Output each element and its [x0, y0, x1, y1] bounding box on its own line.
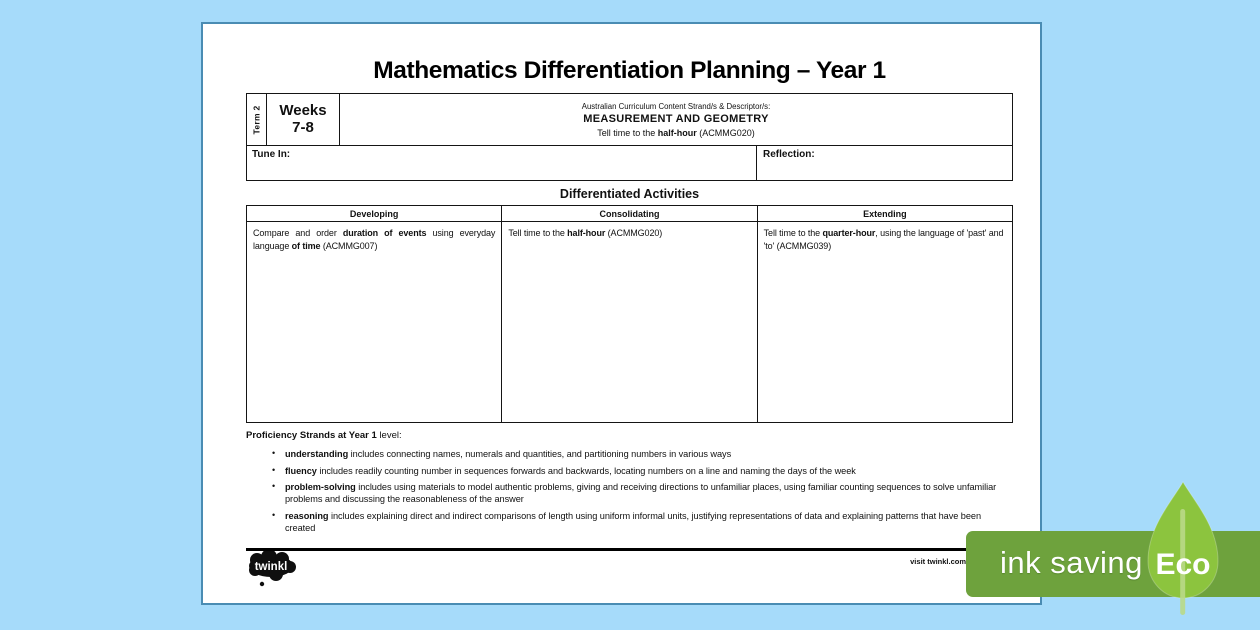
weeks-value: 7-8: [292, 118, 314, 136]
bullet-icon: •: [272, 481, 276, 492]
bullet-reasoning: reasoning includes explaining direct and indirect comparisons of length using uniform informal units, justifying representations of data and explaining patterns that have been created: [285, 511, 982, 534]
strand-name: MEASUREMENT AND GEOMETRY: [583, 113, 769, 125]
header-table-row-strand: [247, 94, 1012, 146]
differentiated-activities-heading: Differentiated Activities: [559, 187, 700, 201]
header-table-row-tunein: [247, 146, 1012, 180]
list-item: [272, 448, 1013, 460]
developing-cell: Compare and order duration of events using everyday language of time (ACMMG007): [247, 222, 502, 422]
consolidating-cell: Tell time to the half-hour (ACMMG020): [502, 222, 757, 422]
eco-label: Eco: [1155, 548, 1211, 581]
column-header-consolidating: Consolidating: [502, 206, 757, 221]
weeks-label: Weeks: [279, 101, 327, 119]
bullet-icon: •: [272, 464, 276, 475]
eco-leaf-icon: [1136, 479, 1230, 624]
tune-in-label: Tune In:: [252, 149, 291, 160]
header-table: [246, 93, 1013, 181]
activities-table-header: [247, 206, 1012, 222]
page-content: [246, 24, 1013, 603]
strand-descriptor: Tell time to the half-hour (ACMMG020): [597, 127, 755, 138]
bullet-icon: •: [272, 448, 276, 458]
weeks-cell: [267, 94, 340, 145]
strand-cell: [340, 94, 1012, 145]
twinkl-logo-text: twinkl: [254, 561, 288, 573]
proficiency-heading: Proficiency Strands at Year 1 level:: [246, 430, 402, 441]
list-item: [272, 510, 1013, 534]
list-item: [272, 481, 1013, 505]
bullet-understanding: understanding includes connecting names, numerals and quantities, and partitioning numbers in various ways: [285, 449, 732, 459]
footer-divider: [246, 548, 1013, 551]
ink-saving-label: ink saving: [1000, 545, 1143, 580]
visit-link-text: visit twinkl.com: [910, 557, 966, 566]
proficiency-strands-section: [246, 430, 1013, 539]
term-cell: [247, 94, 267, 145]
page-title: Mathematics Differentiation Planning – Year 1: [373, 57, 886, 84]
list-item: [272, 465, 1013, 477]
term-label: Term 2: [251, 104, 262, 135]
bullet-problem-solving: problem-solving includes using materials to model authentic problems, giving and receiving directions to unfamiliar places, using familiar counting sequences to solve unfamiliar problems and discussing the reasonableness of the answer: [285, 482, 997, 505]
twinkl-logo-icon: [247, 551, 301, 596]
extending-cell: Tell time to the quarter-hour, using the language of 'past' and 'to' (ACMMG039): [763, 228, 1004, 251]
column-header-developing: Developing: [247, 206, 502, 221]
bullet-icon: •: [272, 510, 276, 521]
bullet-fluency: fluency includes readily counting number in sequences forwards and backwards, locating numbers on a line and naming the days of the week: [285, 465, 856, 476]
worksheet-page: [201, 22, 1042, 605]
activities-table-body: [247, 222, 1012, 422]
curriculum-label: Australian Curriculum Content Strand/s & Descriptor/s:: [581, 101, 771, 111]
column-header-extending: Extending: [863, 208, 907, 219]
activities-table: [246, 205, 1013, 423]
reflection-cell: [757, 146, 1012, 180]
tune-in-cell: [247, 146, 757, 180]
reflection-label: Reflection:: [763, 149, 815, 160]
